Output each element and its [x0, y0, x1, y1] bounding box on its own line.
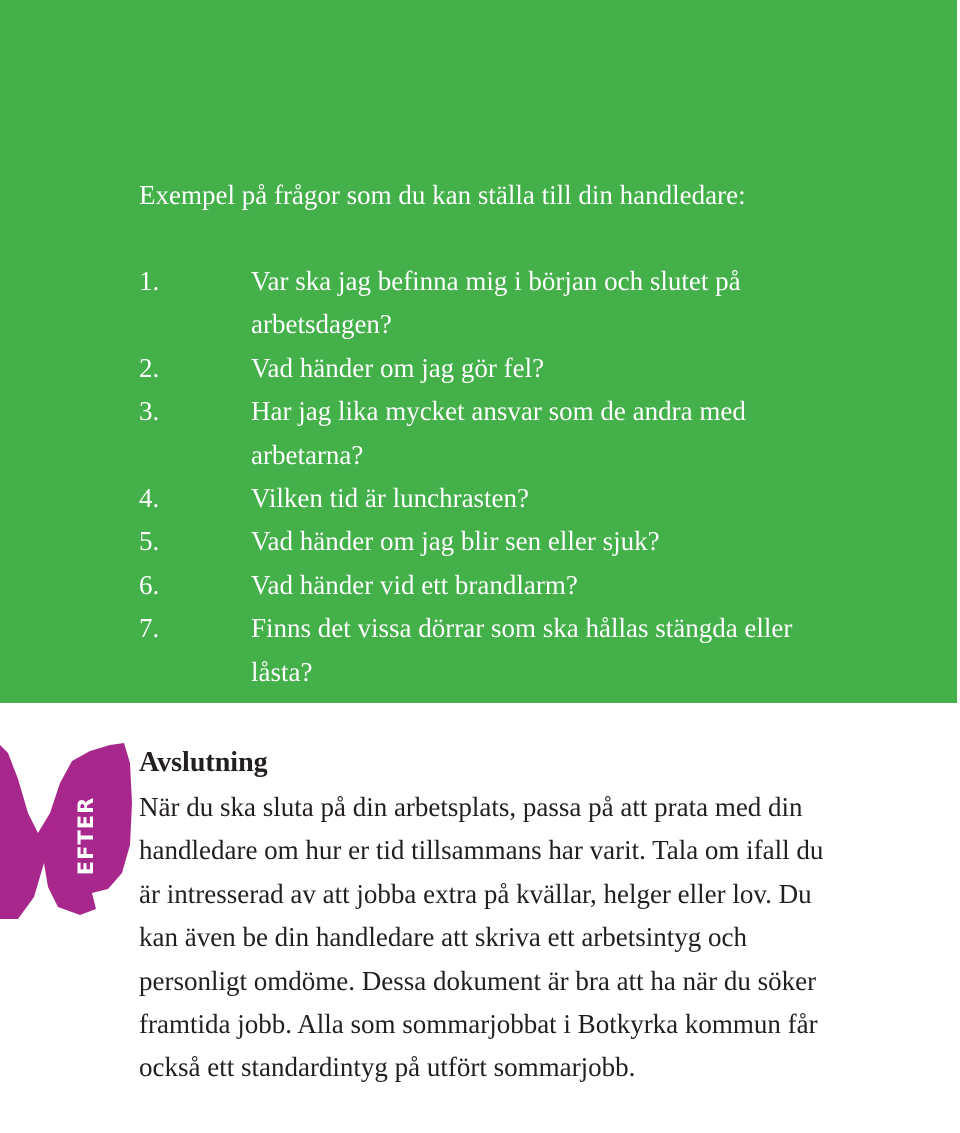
list-text: Har jag lika mycket ansvar som de andra med arbetarna?	[251, 396, 746, 470]
list-number: 1.	[139, 266, 160, 296]
section-heading: Avslutning	[139, 747, 268, 778]
list-number: 2.	[139, 352, 160, 383]
efter-tab-label: EFTER	[74, 796, 98, 876]
list-text: Vilken tid är lunchrasten?	[251, 483, 530, 514]
list-item	[139, 607, 939, 694]
list-number: 5.	[139, 526, 160, 557]
list-number: 4.	[139, 483, 160, 514]
section-body: När du ska sluta på din arbetsplats, passa på att prata med din handledare om hur er tid tillsammans har varit. Tala om ifall du är intresserad av att jobba extra på kvällar, helger eller lov. Du kan även be din handledare att skriva ett arbetsintyg och personligt omdöme. Dessa dokument är bra att ha när du söker framtida jobb. Alla som sommarjobbat i Botkyrka kommun får också ett standardintyg på utfört sommarjobb.	[139, 792, 824, 1083]
list-text: Vad händer vid ett brandlarm?	[251, 569, 578, 600]
butterfly-icon	[0, 733, 134, 919]
list-number: 6.	[139, 569, 160, 600]
list-item	[139, 260, 939, 347]
list-item	[139, 390, 939, 477]
intro-text: Exempel på frågor som du kan ställa till din handledare:	[139, 180, 746, 210]
list-item	[139, 347, 939, 390]
list-item	[139, 477, 939, 520]
list-text: Vad händer om jag blir sen eller sjuk?	[251, 526, 660, 557]
list-number: 7.	[139, 613, 160, 644]
question-list	[139, 260, 939, 694]
list-item	[139, 520, 939, 563]
list-number: 3.	[139, 396, 160, 427]
list-text: Var ska jag befinna mig i början och slutet på arbetsdagen?	[251, 266, 741, 340]
list-text: Vad händer om jag gör fel?	[251, 352, 545, 383]
list-item	[139, 564, 939, 607]
list-text: Finns det vissa dörrar som ska hållas stängda eller låsta?	[251, 613, 793, 687]
